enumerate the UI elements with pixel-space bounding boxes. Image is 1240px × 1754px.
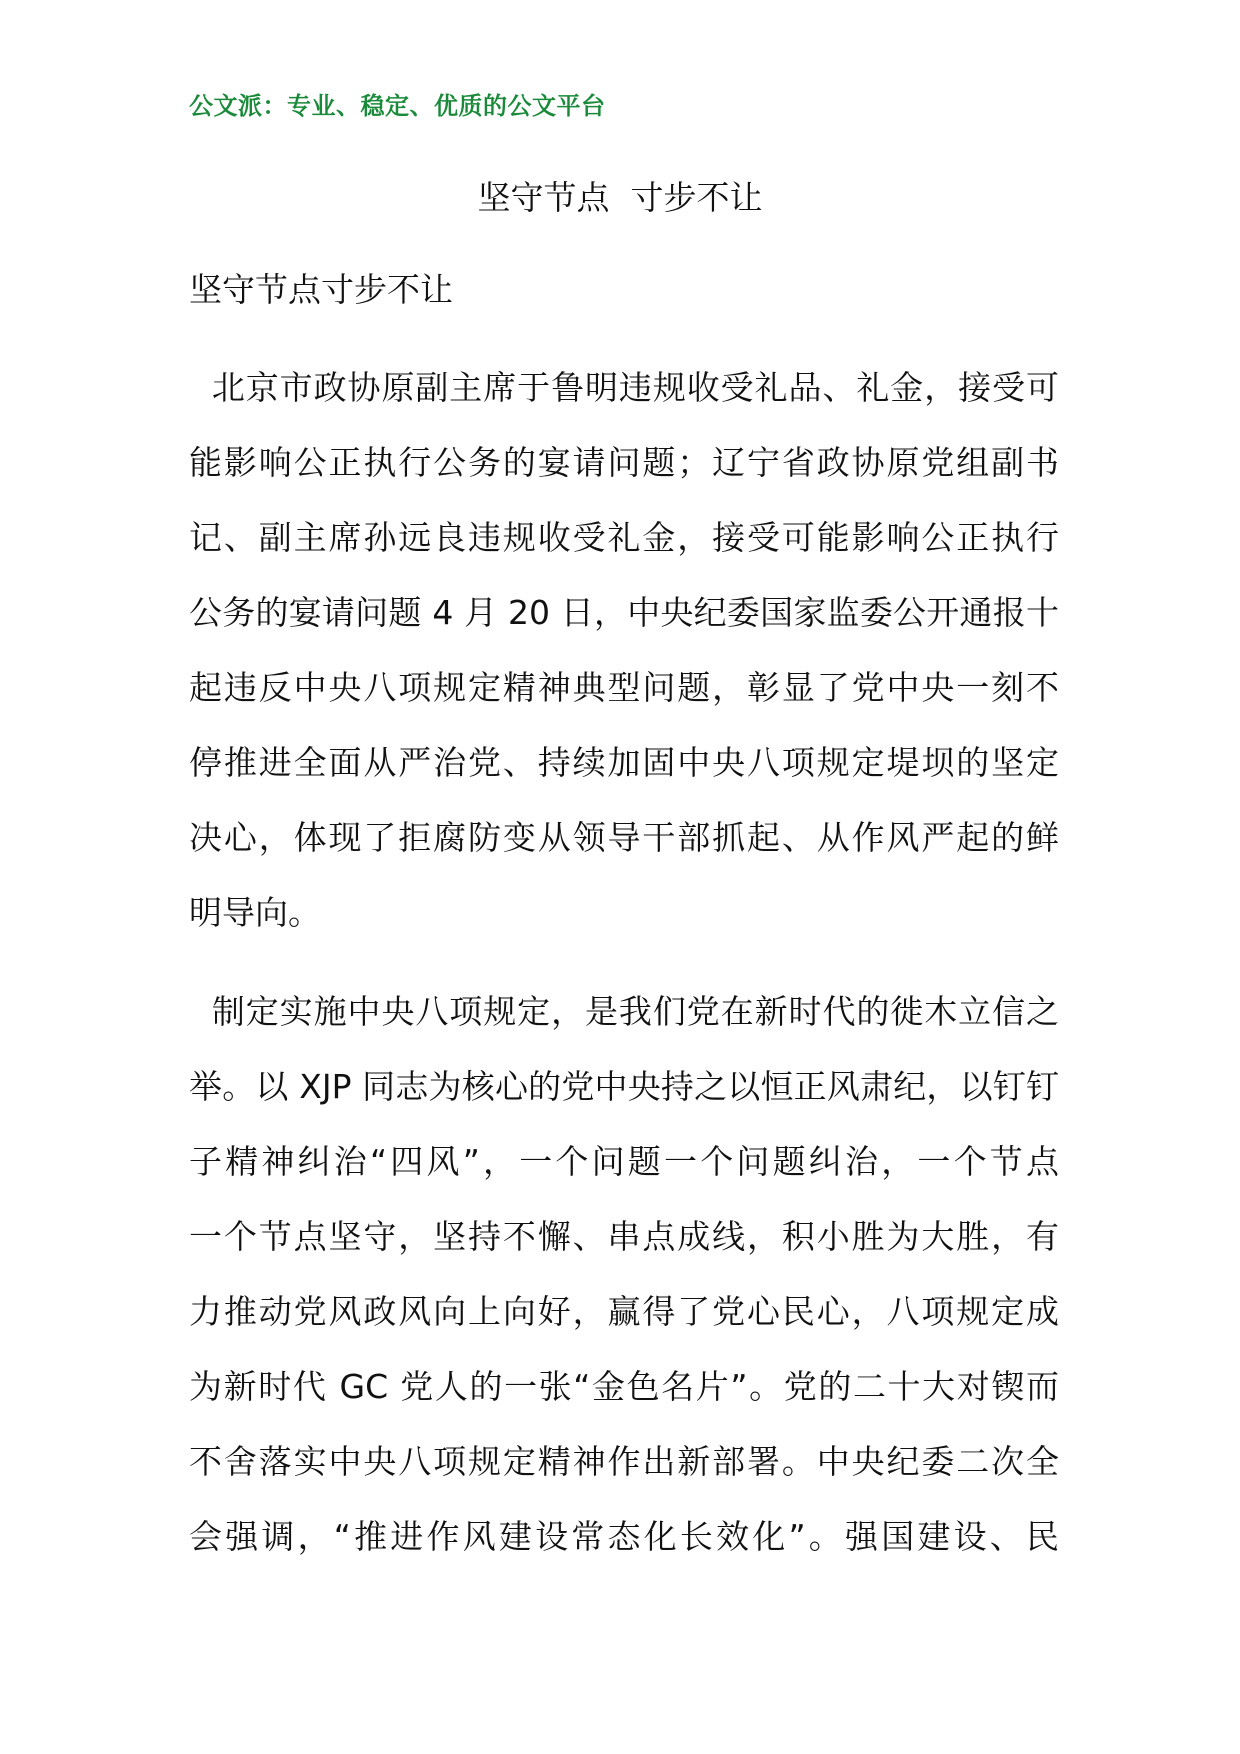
paragraph <box>189 974 1059 1574</box>
text-line: 举。以 XJP 同志为核心的党中央持之以恒正风肃纪，以钉钉 <box>189 1067 1059 1106</box>
text-line: 力推动党风政风向上向好，赢得了党心民心，八项规定成 <box>189 1292 1059 1331</box>
text-line: 记、副主席孙远良违规收受礼金，接受可能影响公正执行 <box>189 518 1059 557</box>
text-line: 公务的宴请问题 4 月 20 日，中央纪委国家监委公开通报十 <box>189 593 1059 632</box>
document-subtitle: 坚守节点寸步不让 <box>189 270 453 309</box>
text-line: 决心，体现了拒腐防变从领导干部抓起、从作风严起的鲜 <box>189 818 1059 857</box>
text-line: 起违反中央八项规定精神典型问题，彰显了党中央一刻不 <box>189 668 1059 707</box>
text-line: 为新时代 GC 党人的一张“金色名片”。党的二十大对锲而 <box>189 1367 1059 1406</box>
text-line: 北京市政协原副主席于鲁明违规收受礼品、礼金，接受可 <box>189 368 1059 407</box>
text-line: 子精神纠治“四风”，一个问题一个问题纠治，一个节点 <box>189 1142 1059 1181</box>
document-title: 坚守节点 寸步不让 <box>477 178 763 217</box>
text-line: 停推进全面从严治党、持续加固中央八项规定堤坝的坚定 <box>189 743 1059 782</box>
header-brand-text: 公文派：专业、稳定、优质的公文平台 <box>189 91 606 120</box>
paragraph <box>189 350 1059 950</box>
text-line: 明导向。 <box>189 893 321 932</box>
document-body <box>189 350 1059 1598</box>
text-line: 不舍落实中央八项规定精神作出新部署。中央纪委二次全 <box>189 1442 1059 1481</box>
text-line: 一个节点坚守，坚持不懈、串点成线，积小胜为大胜，有 <box>189 1217 1059 1256</box>
text-line: 能影响公正执行公务的宴请问题；辽宁省政协原党组副书 <box>189 443 1059 482</box>
text-line: 会强调，“推进作风建设常态化长效化”。强国建设、民 <box>189 1517 1059 1556</box>
text-line: 制定实施中央八项规定，是我们党在新时代的徙木立信之 <box>189 992 1059 1031</box>
